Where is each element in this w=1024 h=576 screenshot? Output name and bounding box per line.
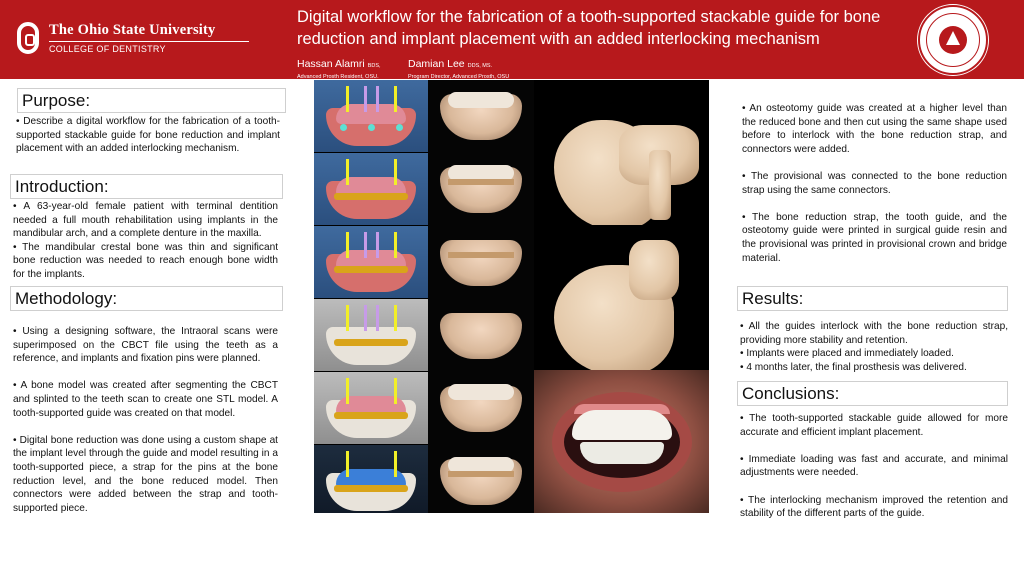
author-2-name: Damian Lee: [408, 58, 465, 70]
model-photo: [428, 80, 534, 152]
purpose-heading: Purpose:: [17, 88, 286, 113]
results-paragraph: • 4 months later, the final prosthesis was delivered.: [740, 361, 967, 373]
author-1-name: Hassan Alamri: [297, 58, 365, 70]
osu-logo: [17, 20, 237, 60]
results-paragraph: • All the guides interlock with the bone reduction strap, providing more stability and retention.: [740, 321, 1008, 346]
conclusions-paragraph: • Immediate loading was fast and accurate, and minimal adjustments were needed.: [740, 453, 1008, 479]
purpose-paragraph: • Describe a digital workflow for the fabrication of a tooth-supported stackable guide for bone reduction and implant placement with an added interlocking mechanism.: [16, 116, 280, 155]
purpose-body: [16, 115, 280, 156]
cad-image: [314, 299, 428, 371]
author-1-degree: BDS,: [367, 63, 381, 69]
model-photo: [428, 299, 534, 371]
cad-image: [314, 226, 428, 298]
college-seal-icon: [918, 5, 988, 75]
printed-model-column: [428, 80, 534, 513]
logo-divider: [49, 41, 249, 42]
poster-title: Digital workflow for the fabrication of a tooth-supported stackable guide for bone reduction and implant placement with an added interlocking mechanism: [297, 8, 881, 48]
methodology-heading: Methodology:: [10, 286, 283, 311]
final-prosthesis-photo: [534, 370, 709, 513]
conclusions-heading: Conclusions:: [737, 381, 1008, 406]
conclusions-paragraph: • The tooth-supported stackable guide allowed for more accurate and efficient implant placement.: [740, 413, 1008, 438]
results-body: [740, 320, 1008, 374]
seal-emblem-icon: [939, 26, 967, 54]
guide-closeup-photo: [534, 80, 709, 225]
block-o-icon: [17, 22, 39, 54]
methodology-paragraph: • The provisional was connected to the bone reduction strap using the same connectors.: [742, 170, 1007, 196]
cad-image: [314, 153, 428, 225]
introduction-body: [13, 200, 278, 282]
author-1-role: Advanced Prosth Resident, OSU.: [297, 74, 379, 80]
author-1: [297, 54, 381, 80]
introduction-heading: Introduction:: [10, 174, 283, 199]
clinical-photo-panel: [314, 80, 709, 513]
results-heading: Results:: [737, 286, 1008, 311]
author-2: [408, 54, 509, 80]
university-name: The Ohio State University: [49, 22, 216, 38]
methodology-continued-body: [742, 102, 1007, 265]
methodology-body: [13, 325, 278, 515]
methodology-paragraph: • Digital bone reduction was done using a custom shape at the implant level through the guide and model resulting in a tooth-supported piece, a strap for the pins at the bone reduction level, and the bone reduced model. Then connectors were added between the strap and tooth-supported piece.: [13, 434, 278, 514]
introduction-paragraph: • The mandibular crestal bone was thin and significant bone reduction was needed to reach enough bone width for the implants.: [13, 241, 278, 280]
college-name: COLLEGE OF DENTISTRY: [49, 44, 166, 54]
methodology-paragraph: • Using a designing software, the Intraoral scans were superimposed on the CBCT file using the teeth as a reference, and implants and fixation pins were planned.: [13, 326, 278, 365]
cad-image: [314, 372, 428, 444]
author-2-role: Program Director, Advanced Prosth, OSU: [408, 74, 510, 80]
author-2-degree: DDS, MS.: [467, 63, 493, 69]
model-photo: [428, 226, 534, 298]
results-paragraph: • Implants were placed and immediately loaded.: [740, 348, 954, 360]
cad-image: [314, 80, 428, 152]
conclusions-body: [740, 412, 1008, 521]
model-photo: [428, 445, 534, 513]
guide-closeup-photo: [534, 225, 709, 370]
conclusions-paragraph: • The interlocking mechanism improved the retention and stability of the different parts of the guide.: [740, 494, 1008, 520]
model-photo: [428, 372, 534, 444]
cad-image: [314, 445, 428, 513]
methodology-paragraph: • A bone model was created after segmenting the CBCT and splinted to the teeth scan to create one STL model. A tooth-supported guide was created on that model.: [13, 380, 278, 419]
methodology-paragraph: • The bone reduction strap, the tooth guide, and the osteotomy guide were printed in surgical guide resin and the provisional was printed in provisional crown and bridge material.: [742, 211, 1007, 264]
introduction-paragraph: • A 63-year-old female patient with terminal dentition needed a full mouth rehabilitation using implants in the mandibular arch, and a complete denture in the maxilla.: [13, 201, 278, 240]
poster-header: [0, 0, 1024, 79]
methodology-paragraph: • An osteotomy guide was created at a higher level than the reduced bone and then cut using the same shape used before to interlock with the bone reduction strap, and connectors were added.: [742, 103, 1007, 155]
model-photo: [428, 153, 534, 225]
cad-design-column: [314, 80, 428, 513]
